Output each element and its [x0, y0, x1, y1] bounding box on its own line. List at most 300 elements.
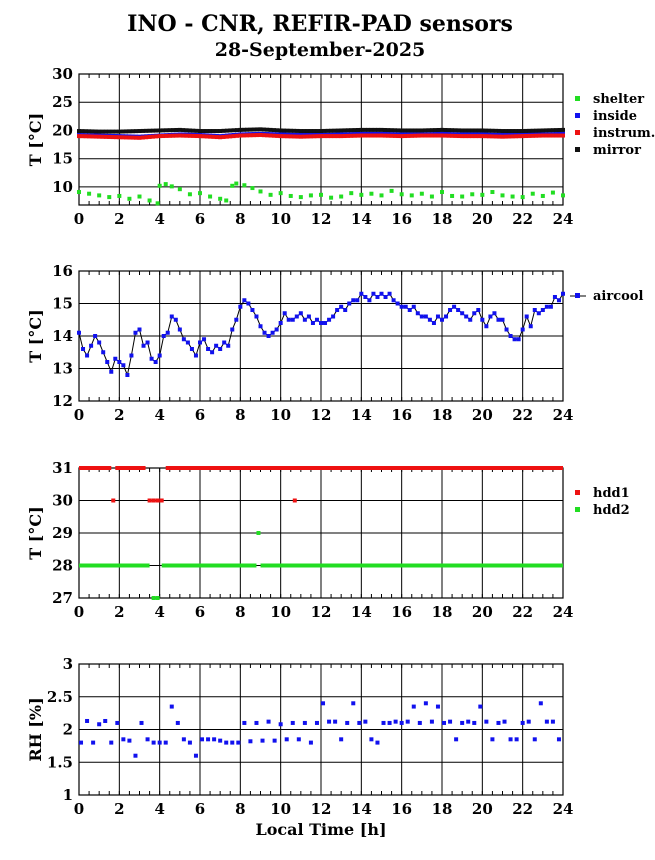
data-point	[261, 739, 265, 743]
y-tick-label: 30	[52, 491, 73, 510]
data-point	[460, 311, 464, 315]
series-hdd2	[79, 503, 630, 600]
data-point	[331, 315, 335, 319]
data-point	[85, 719, 89, 723]
data-point	[515, 737, 519, 741]
data-point	[190, 347, 194, 351]
data-point	[148, 198, 152, 202]
data-point	[279, 191, 283, 195]
x-tick-label: 4	[154, 800, 165, 818]
x-tick-label: 20	[471, 406, 493, 424]
data-point	[230, 328, 234, 332]
data-point	[400, 721, 404, 725]
panel-3	[26, 459, 630, 621]
data-point	[545, 305, 549, 309]
data-point	[319, 321, 323, 325]
x-tick-label: 4	[154, 210, 165, 228]
data-point	[202, 337, 206, 341]
data-point	[200, 737, 204, 741]
x-tick-label: 16	[391, 406, 413, 424]
data-point	[394, 720, 398, 724]
x-tick-label: 14	[350, 603, 372, 621]
data-point	[115, 721, 119, 725]
data-point	[359, 193, 363, 197]
data-point	[464, 315, 468, 319]
data-point	[105, 360, 109, 364]
data-point	[388, 721, 392, 725]
x-tick-label: 4	[154, 603, 165, 621]
x-tick-label: 14	[350, 800, 372, 818]
legend-label: aircool	[593, 289, 644, 304]
data-point	[371, 292, 375, 296]
data-point	[410, 193, 414, 197]
data-point	[349, 191, 353, 195]
data-point	[146, 341, 150, 345]
data-point	[347, 302, 351, 306]
data-point	[315, 721, 319, 725]
x-tick-label: 10	[270, 603, 292, 621]
data-point	[156, 201, 160, 205]
data-point	[408, 308, 412, 312]
data-point	[176, 721, 180, 725]
legend-marker	[575, 130, 580, 135]
data-point	[315, 318, 319, 322]
data-point	[466, 720, 470, 724]
data-point	[521, 721, 525, 725]
data-point	[242, 721, 246, 725]
legend-label: hdd1	[593, 486, 630, 501]
data-point	[178, 328, 182, 332]
data-point	[505, 328, 509, 332]
x-tick-label: 0	[73, 406, 85, 424]
data-point	[436, 315, 440, 319]
data-point	[222, 341, 226, 345]
data-point	[527, 720, 531, 724]
x-tick-label: 18	[431, 800, 453, 818]
data-point	[440, 318, 444, 322]
data-point	[166, 331, 170, 335]
data-point	[404, 305, 408, 309]
x-tick-label: 14	[350, 406, 372, 424]
x-tick-label: 8	[235, 406, 246, 424]
data-point	[246, 302, 250, 306]
y-axis-label: T [°C]	[26, 309, 45, 363]
x-tick-label: 8	[235, 210, 246, 228]
data-point	[472, 311, 476, 315]
data-point	[117, 194, 121, 198]
data-point	[333, 720, 337, 724]
data-point	[533, 308, 537, 312]
y-tick-label: 2.5	[46, 687, 73, 706]
data-point	[327, 720, 331, 724]
data-point	[289, 194, 293, 198]
data-point	[170, 315, 174, 319]
data-point	[375, 295, 379, 299]
data-point	[345, 721, 349, 725]
x-tick-label: 22	[512, 210, 534, 228]
data-point	[444, 315, 448, 319]
data-point	[517, 337, 521, 341]
data-point	[285, 737, 289, 741]
data-point	[210, 350, 214, 354]
data-point	[269, 193, 273, 197]
data-point	[109, 370, 113, 374]
data-point	[146, 737, 150, 741]
data-point	[484, 324, 488, 328]
data-point	[496, 721, 500, 725]
x-tick-label: 20	[471, 603, 493, 621]
x-tick-label: 2	[114, 603, 125, 621]
data-point	[418, 721, 422, 725]
data-point	[218, 347, 222, 351]
y-tick-label: 15	[52, 294, 73, 313]
x-tick-label: 22	[512, 406, 534, 424]
legend-marker	[575, 293, 580, 298]
data-point	[369, 737, 373, 741]
data-point	[551, 720, 555, 724]
y-tick-label: 2	[62, 720, 73, 739]
data-point	[390, 189, 394, 193]
data-point	[561, 134, 565, 138]
data-point	[478, 705, 482, 709]
data-point	[375, 741, 379, 745]
data-point	[412, 305, 416, 309]
data-point	[513, 337, 517, 341]
data-point	[440, 190, 444, 194]
data-point	[541, 308, 545, 312]
data-point	[263, 331, 267, 335]
y-axis-label: T [°C]	[26, 506, 45, 560]
x-tick-label: 24	[552, 210, 574, 228]
data-point	[476, 308, 480, 312]
data-point	[127, 197, 131, 201]
data-point	[77, 190, 81, 194]
data-point	[194, 754, 198, 758]
x-tick-label: 12	[310, 406, 332, 424]
data-point	[206, 347, 210, 351]
data-point	[335, 308, 339, 312]
legend-label: inside	[593, 109, 638, 124]
data-point	[77, 331, 81, 335]
data-point	[303, 721, 307, 725]
x-axis-label: Local Time [h]	[255, 820, 387, 839]
y-tick-label: 3	[62, 655, 73, 673]
data-point	[531, 192, 535, 196]
y-tick-label: 1	[62, 786, 73, 804]
data-point	[212, 737, 216, 741]
y-tick-label: 27	[52, 589, 73, 607]
x-tick-label: 10	[270, 800, 292, 818]
data-point	[343, 308, 347, 312]
data-point	[490, 737, 494, 741]
chart-title: INO - CNR, REFIR-PAD sensors	[127, 11, 513, 37]
data-point	[103, 719, 107, 723]
data-point	[369, 192, 373, 196]
data-point	[339, 305, 343, 309]
y-tick-label: 15	[52, 149, 73, 168]
data-point	[275, 328, 279, 332]
series-shelter	[77, 92, 644, 205]
x-tick-label: 20	[471, 800, 493, 818]
data-point	[148, 499, 152, 503]
x-tick-label: 6	[194, 406, 206, 424]
x-tick-label: 18	[431, 406, 453, 424]
data-point	[456, 308, 460, 312]
data-point	[291, 318, 295, 322]
data-point	[198, 341, 202, 345]
data-point	[468, 318, 472, 322]
data-point	[236, 741, 240, 745]
data-point	[121, 363, 125, 367]
data-point	[206, 737, 210, 741]
x-tick-label: 6	[194, 210, 206, 228]
y-axis-label: RH [%]	[26, 697, 45, 762]
data-point	[549, 305, 553, 309]
data-point	[480, 193, 484, 197]
data-point	[111, 499, 115, 503]
y-tick-label: 16	[52, 262, 73, 280]
x-tick-label: 8	[235, 800, 246, 818]
data-point	[234, 182, 238, 186]
data-point	[529, 324, 533, 328]
data-point	[501, 193, 505, 197]
y-tick-label: 20	[52, 121, 73, 140]
y-tick-label: 31	[52, 459, 73, 477]
data-point	[392, 298, 396, 302]
data-point	[140, 721, 144, 725]
data-point	[496, 318, 500, 322]
data-point	[164, 741, 168, 745]
data-point	[156, 499, 160, 503]
data-point	[299, 311, 303, 315]
data-point	[406, 720, 410, 724]
data-point	[113, 357, 117, 361]
panel-1	[26, 65, 655, 228]
x-tick-label: 16	[391, 800, 413, 818]
x-tick-label: 4	[154, 406, 165, 424]
x-tick-label: 16	[391, 603, 413, 621]
data-point	[363, 295, 367, 299]
data-point	[97, 193, 101, 197]
data-point	[152, 741, 156, 745]
data-point	[420, 192, 424, 196]
data-point	[503, 720, 507, 724]
data-point	[541, 194, 545, 198]
x-tick-label: 6	[194, 603, 206, 621]
data-point	[384, 295, 388, 299]
data-point	[363, 720, 367, 724]
data-point	[561, 193, 565, 197]
data-point	[93, 334, 97, 338]
data-point	[460, 195, 464, 199]
data-point	[367, 298, 371, 302]
data-point	[293, 499, 297, 503]
data-point	[355, 298, 359, 302]
data-point	[238, 305, 242, 309]
data-point	[380, 292, 384, 296]
data-point	[311, 321, 315, 325]
data-point	[242, 183, 246, 187]
data-point	[170, 184, 174, 188]
legend-label: instrum.	[593, 126, 655, 141]
data-point	[250, 308, 254, 312]
data-point	[539, 701, 543, 705]
data-point	[230, 184, 234, 188]
data-point	[448, 720, 452, 724]
data-point	[509, 334, 513, 338]
data-point	[256, 531, 260, 535]
data-point	[186, 341, 190, 345]
data-point	[557, 298, 561, 302]
data-point	[267, 334, 271, 338]
data-point	[327, 318, 331, 322]
x-tick-label: 18	[431, 603, 453, 621]
y-tick-label: 12	[52, 392, 73, 410]
data-point	[321, 701, 325, 705]
x-tick-label: 14	[350, 210, 372, 228]
data-point	[428, 318, 432, 322]
data-point	[150, 357, 154, 361]
data-point	[142, 344, 146, 348]
data-point	[287, 318, 291, 322]
x-tick-label: 22	[512, 800, 534, 818]
legend-marker	[575, 113, 580, 118]
series-hdd1	[79, 468, 630, 503]
data-point	[208, 195, 212, 199]
data-point	[303, 318, 307, 322]
data-point	[545, 720, 549, 724]
data-point	[400, 305, 404, 309]
data-point	[323, 321, 327, 325]
data-point	[339, 195, 343, 199]
data-point	[133, 754, 137, 758]
data-point	[525, 315, 529, 319]
x-tick-label: 12	[310, 210, 332, 228]
data-point	[158, 184, 162, 188]
x-tick-label: 2	[114, 406, 125, 424]
data-point	[97, 722, 101, 726]
x-tick-label: 6	[194, 800, 206, 818]
data-point	[279, 722, 283, 726]
legend-marker	[575, 507, 580, 512]
data-point	[218, 739, 222, 743]
x-tick-label: 10	[270, 210, 292, 228]
y-tick-label: 1.5	[46, 753, 73, 772]
data-point	[448, 308, 452, 312]
x-tick-label: 8	[235, 603, 246, 621]
x-tick-label: 18	[431, 210, 453, 228]
data-point	[319, 193, 323, 197]
data-point	[127, 739, 131, 743]
series-aircool	[77, 289, 643, 377]
data-point	[501, 318, 505, 322]
data-point	[129, 354, 133, 358]
data-point	[460, 721, 464, 725]
data-point	[259, 324, 263, 328]
data-point	[182, 337, 186, 341]
data-point	[224, 198, 228, 202]
x-tick-label: 16	[391, 210, 413, 228]
data-point	[101, 350, 105, 354]
legend-marker	[575, 147, 580, 152]
data-point	[89, 344, 93, 348]
data-point	[521, 195, 525, 199]
legend-marker	[575, 96, 580, 101]
data-point	[339, 737, 343, 741]
data-point	[488, 315, 492, 319]
data-point	[351, 701, 355, 705]
data-point	[242, 298, 246, 302]
data-point	[226, 344, 230, 348]
data-point	[154, 360, 158, 364]
data-point	[484, 720, 488, 724]
chart-subtitle: 28-September-2025	[214, 39, 426, 61]
data-point	[107, 195, 111, 199]
y-tick-label: 28	[52, 556, 73, 575]
data-point	[432, 321, 436, 325]
y-tick-label: 10	[52, 177, 73, 196]
data-point	[125, 373, 129, 377]
panel-4	[26, 655, 573, 818]
data-point	[299, 195, 303, 199]
data-point	[160, 499, 164, 503]
x-tick-label: 2	[114, 210, 125, 228]
panel-2	[26, 262, 643, 424]
data-point	[400, 192, 404, 196]
data-point	[297, 737, 301, 741]
data-point	[85, 354, 89, 358]
y-tick-label: 14	[52, 327, 73, 345]
data-point	[81, 347, 85, 351]
data-point	[259, 189, 263, 193]
legend-label: mirror	[593, 143, 641, 158]
x-tick-label: 10	[270, 406, 292, 424]
data-point	[511, 195, 515, 199]
data-point	[359, 292, 363, 296]
data-point	[174, 318, 178, 322]
data-point	[295, 315, 299, 319]
data-point	[424, 701, 428, 705]
data-point	[436, 705, 440, 709]
data-point	[380, 193, 384, 197]
data-point	[224, 741, 228, 745]
y-tick-label: 13	[52, 359, 73, 378]
data-point	[254, 721, 258, 725]
y-tick-label: 29	[52, 524, 73, 542]
x-tick-label: 0	[73, 603, 85, 621]
data-point	[492, 311, 496, 315]
data-point	[561, 128, 565, 132]
data-point	[291, 721, 295, 725]
data-point	[79, 741, 83, 745]
data-point	[430, 720, 434, 724]
data-point	[557, 737, 561, 741]
data-point	[416, 311, 420, 315]
data-point	[109, 741, 113, 745]
data-point	[194, 354, 198, 358]
legend-label: shelter	[593, 92, 645, 107]
data-point	[158, 354, 162, 358]
x-tick-label: 22	[512, 603, 534, 621]
data-point	[553, 295, 557, 299]
data-point	[521, 328, 525, 332]
x-tick-label: 12	[310, 603, 332, 621]
x-tick-label: 0	[73, 210, 85, 228]
data-point	[533, 737, 537, 741]
x-tick-label: 24	[552, 406, 574, 424]
data-point	[561, 292, 565, 296]
x-tick-label: 20	[471, 210, 493, 228]
